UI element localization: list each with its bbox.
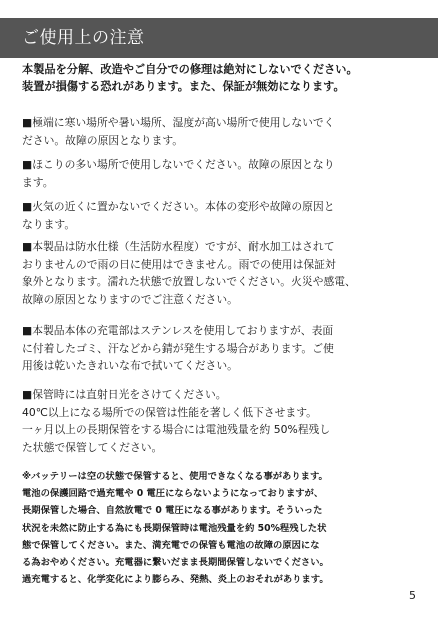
notice-line: 電池の保護回路で過充電や 0 電圧にならないようになっておりますが、 <box>22 488 324 500</box>
page-number: 5 <box>409 589 416 602</box>
caution-line: ださい。故障の原因となります。 <box>22 133 184 147</box>
caution-item-dust <box>22 156 414 191</box>
warning-lead <box>22 61 414 95</box>
caution-line: ■本製品は防水仕様（生活防水程度）ですが、耐水加工はされて <box>22 240 335 253</box>
caution-line: なります。 <box>22 217 76 231</box>
caution-line: ■極端に寒い場所や暑い場所、湿度が高い場所で使用しないでく <box>22 116 335 129</box>
caution-item-waterproof <box>22 238 414 308</box>
caution-line: ■ほこりの多い場所で使用しないでください。故障の原因となり <box>22 158 335 171</box>
caution-line: ます。 <box>22 175 54 189</box>
caution-item-storage <box>22 386 414 456</box>
caution-line: た状態で保管してください。 <box>22 440 163 454</box>
notice-line: 状況を未然に防止する為にも長期保管時は電池残量を約 50%程残した状 <box>22 522 327 534</box>
caution-line: 象外となります。濡れた状態で放置しないでください。火災や感電、 <box>22 275 356 288</box>
caution-item-charging-contacts <box>22 322 414 375</box>
caution-item-fire <box>22 198 414 233</box>
battery-notice <box>22 468 414 588</box>
caution-item-extreme-temperature <box>22 114 414 149</box>
caution-line: ■保管時には直射日光をさけてください。 <box>22 388 227 401</box>
notice-line: ※バッテリーは空の状態で保管すると、使用できなくなる事があります。 <box>22 471 328 482</box>
caution-line: ■火気の近くに置かないでください。本体の変形や故障の原因と <box>22 200 335 213</box>
notice-line: 長期保管した場合、自然放電で 0 電圧になる事があります。そういった <box>22 505 323 517</box>
notice-line: 態で保管してください。また、満充電での保管も電池の故障の原因にな <box>22 539 320 551</box>
caution-line: 故障の原因となりますのでご注意ください。 <box>22 292 238 306</box>
caution-line: 用後は乾いたきれいな布で拭いてください。 <box>22 359 238 372</box>
caution-line: 40℃以上になる場所での保管は性能を著しく低下させます。 <box>22 405 317 419</box>
notice-line: 過充電すると、化学変化により膨らみ、発熱、炎上のおそれがあります。 <box>22 574 329 586</box>
section-header <box>0 18 438 58</box>
caution-line: 一ヶ月以上の長期保管をする場合には電池残量を約 50%程残し <box>22 423 331 436</box>
section-title: ご使用上の注意 <box>22 28 145 48</box>
caution-line: ■本製品本体の充電部はステンレスを使用しておりますが、表面 <box>22 324 334 337</box>
lead-line: 装置が損傷する恐れがあります。また、保証が無効になります。 <box>22 80 345 93</box>
caution-line: に付着したゴミ、汗などから錆が発生する場合があります。ご使 <box>22 341 334 355</box>
lead-line: 本製品を分解、改造やご自分での修理は絶対にしないでください。 <box>22 63 358 76</box>
notice-line: る為おやめください。充電器に繋いだまま長期間保管しないでください。 <box>22 557 329 569</box>
caution-line: おりませんので雨の日に使用はできません。雨での使用は保証対 <box>22 257 336 271</box>
